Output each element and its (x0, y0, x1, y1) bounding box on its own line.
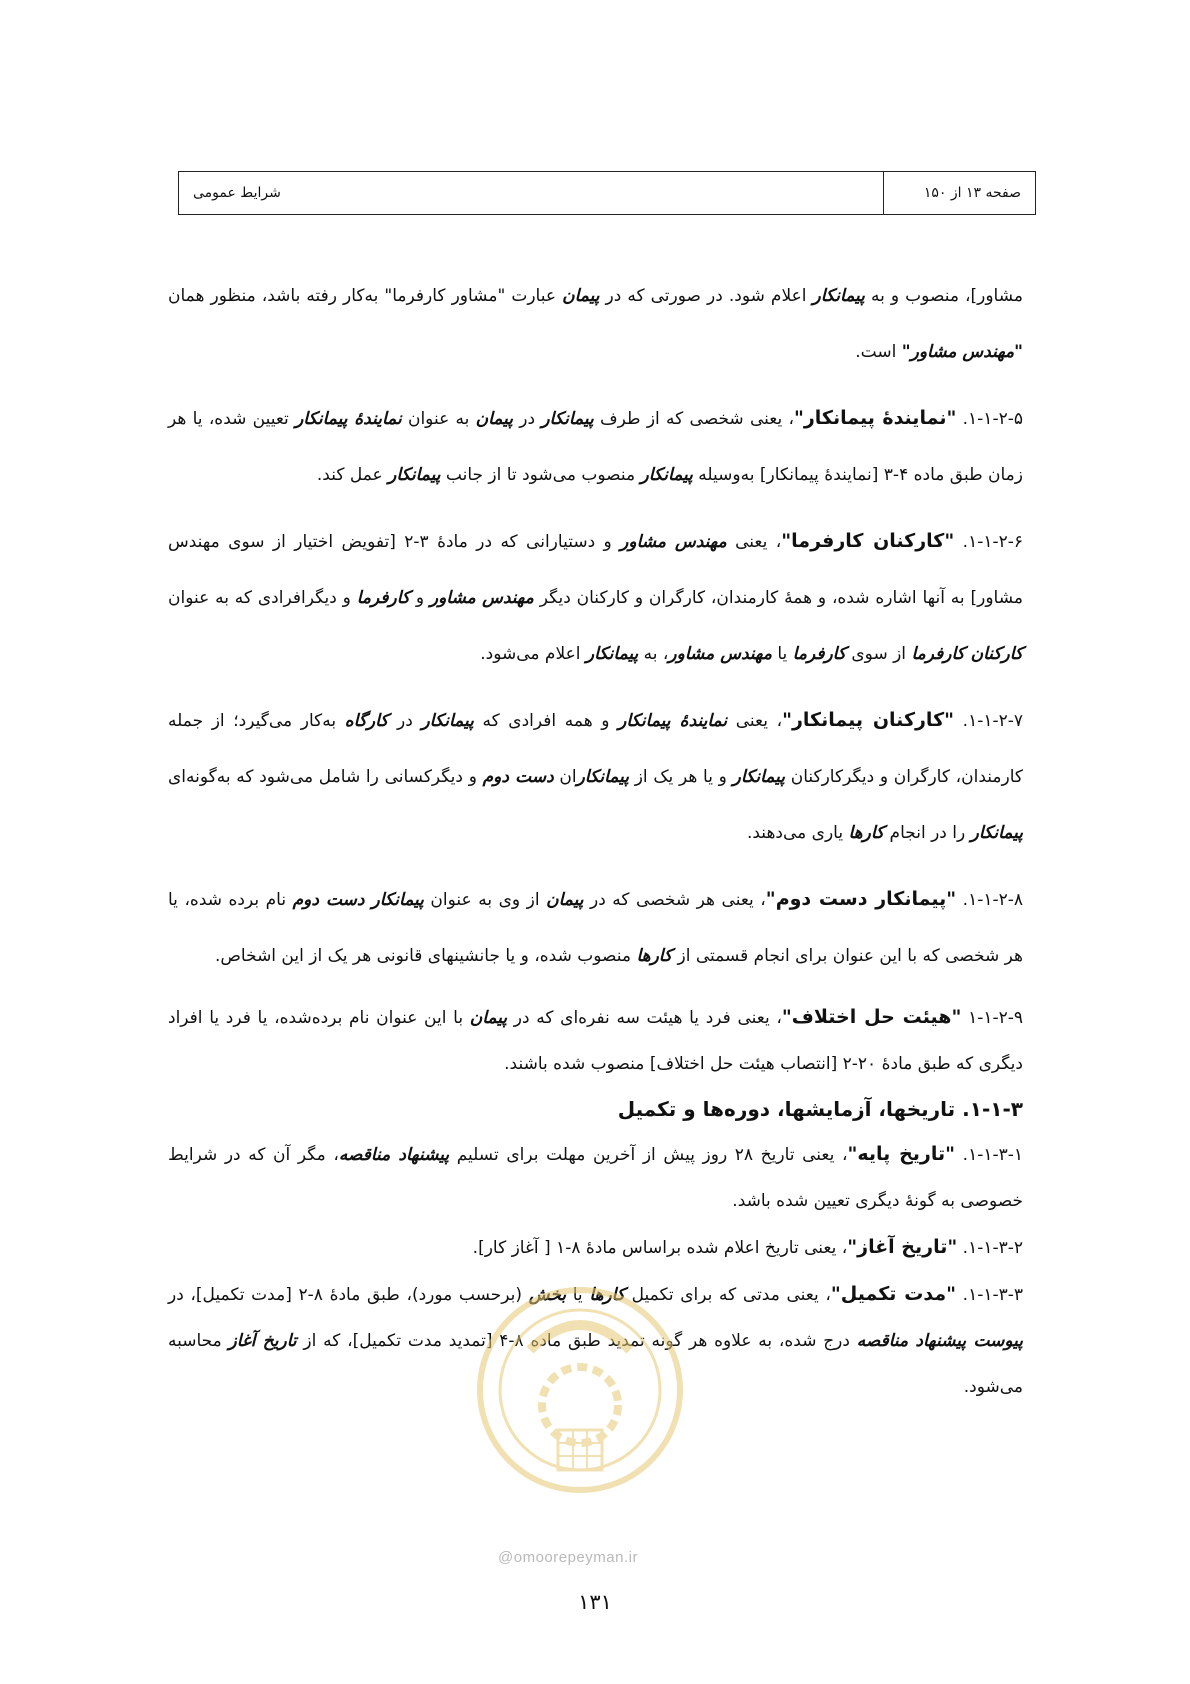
clause-1-1-2-9: ۱-۱-۲-۹ "هیئت حل اختلاف"، یعنی فرد یا هیئت سه نفره‌ای که در پیمان با این عنوان نام برده‌شده، یا فرد یا افراد دیگری که طبق مادهٔ ۲۰-۲ [انتصاب هیئت حل اختلاف] منصوب شده باشند. (168, 1006, 1023, 1074)
document-body (168, 268, 1023, 1410)
paragraph-continued: مشاور]، منصوب و به پیمانکار اعلام شود. در صورتی که در پیمان عبارت "مشاور کارفرما" به‌کار رفته باشد، منظور همان "مهندس مشاور" است. (168, 286, 1023, 362)
page-header (178, 171, 1036, 215)
header-page-label: صفحه ۱۳ از ۱۵۰ (883, 172, 1035, 214)
clause-1-1-2-6: ۱-۱-۲-۶. "کارکنان کارفرما"، یعنی مهندس مشاور و دستیارانی که در مادهٔ ۳-۲ [تفویض اختیار از سوی مهندس مشاور] به آنها اشاره شده، و همهٔ کارمندان، کارگران و کارکنان دیگر مهندس مشاور و کارفرما و دیگرافرادی که به عنوان کارکنان کارفرما از سوی کارفرما یا مهندس مشاور، به پیمانکار اعلام می‌شود. (168, 530, 1023, 664)
clause-1-1-3-2: ۱-۱-۳-۲. "تاریخ آغاز"، یعنی تاریخ اعلام شده براساس مادهٔ ۸-۱ [ آغاز کار]. (472, 1236, 1023, 1258)
clause-1-1-3-3: ۱-۱-۳-۳. "مدت تکمیل"، یعنی مدتی که برای تکمیل کارها یا بخش (برحسب مورد)، طبق مادهٔ ۸-۲ [مدت تکمیل]، در پیوست پیشنهاد مناقصه درج شده، به علاوه هر گونه تمدید طبق ماده ۸-۴ [تمدید مدت تکمیل]، که از تاریخ آغاز محاسبه می‌شود. (168, 1283, 1024, 1397)
clause-1-1-3-1: ۱-۱-۳-۱. "تاریخ پایه"، یعنی تاریخ ۲۸ روز پیش از آخرین مهلت برای تسلیم پیشنهاد مناقصه، مگر آن که در شرایط خصوصی به گونهٔ دیگری تعیین شده باشد. (168, 1143, 1024, 1211)
section-heading-1-1-3: ۱-۱-۳. تاریخها، آزمایشها، دوره‌ها و تکمیل (617, 1097, 1023, 1121)
watermark-site-text: @omoorepeyman.ir (498, 1549, 638, 1566)
page-number: ۱۳۱ (578, 1590, 612, 1614)
clause-1-1-2-5: ۱-۱-۲-۵. "نمایندهٔ پیمانکار"، یعنی شخصی که از طرف پیمانکار در پیمان به عنوان نمایندهٔ پیمانکار تعیین شده، یا هر زمان طبق ماده ۴-۳ [نمایندهٔ پیمانکار] به‌وسیله پیمانکار منصوب می‌شود تا از جانب پیمانکار عمل کند. (168, 407, 1023, 485)
header-doc-title: شرایط عمومی (193, 185, 281, 201)
clause-1-1-2-8: ۱-۱-۲-۸. "پیمانکار دست دوم"، یعنی هر شخصی که در پیمان از وی به عنوان پیمانکار دست دوم نام برده شده، یا هر شخصی که با این عنوان برای انجام قسمتی از کارها منصوب شده، و یا جانشینهای قانونی هر یک از این اشخاص. (168, 888, 1023, 966)
watermark-seal-icon (470, 1280, 690, 1500)
clause-1-1-2-7: ۱-۱-۲-۷. "کارکنان پیمانکار"، یعنی نمایندهٔ پیمانکار و همه افرادی که پیمانکار در کارگاه به‌کار می‌گیرد؛ از جمله کارمندان، کارگران و دیگرکارکنان پیمانکار و یا هر یک از پیمانکاران دست دوم و دیگرکسانی را شامل می‌شود که به‌گونه‌ای پیمانکار را در انجام کارها یاری می‌دهند. (168, 709, 1023, 843)
